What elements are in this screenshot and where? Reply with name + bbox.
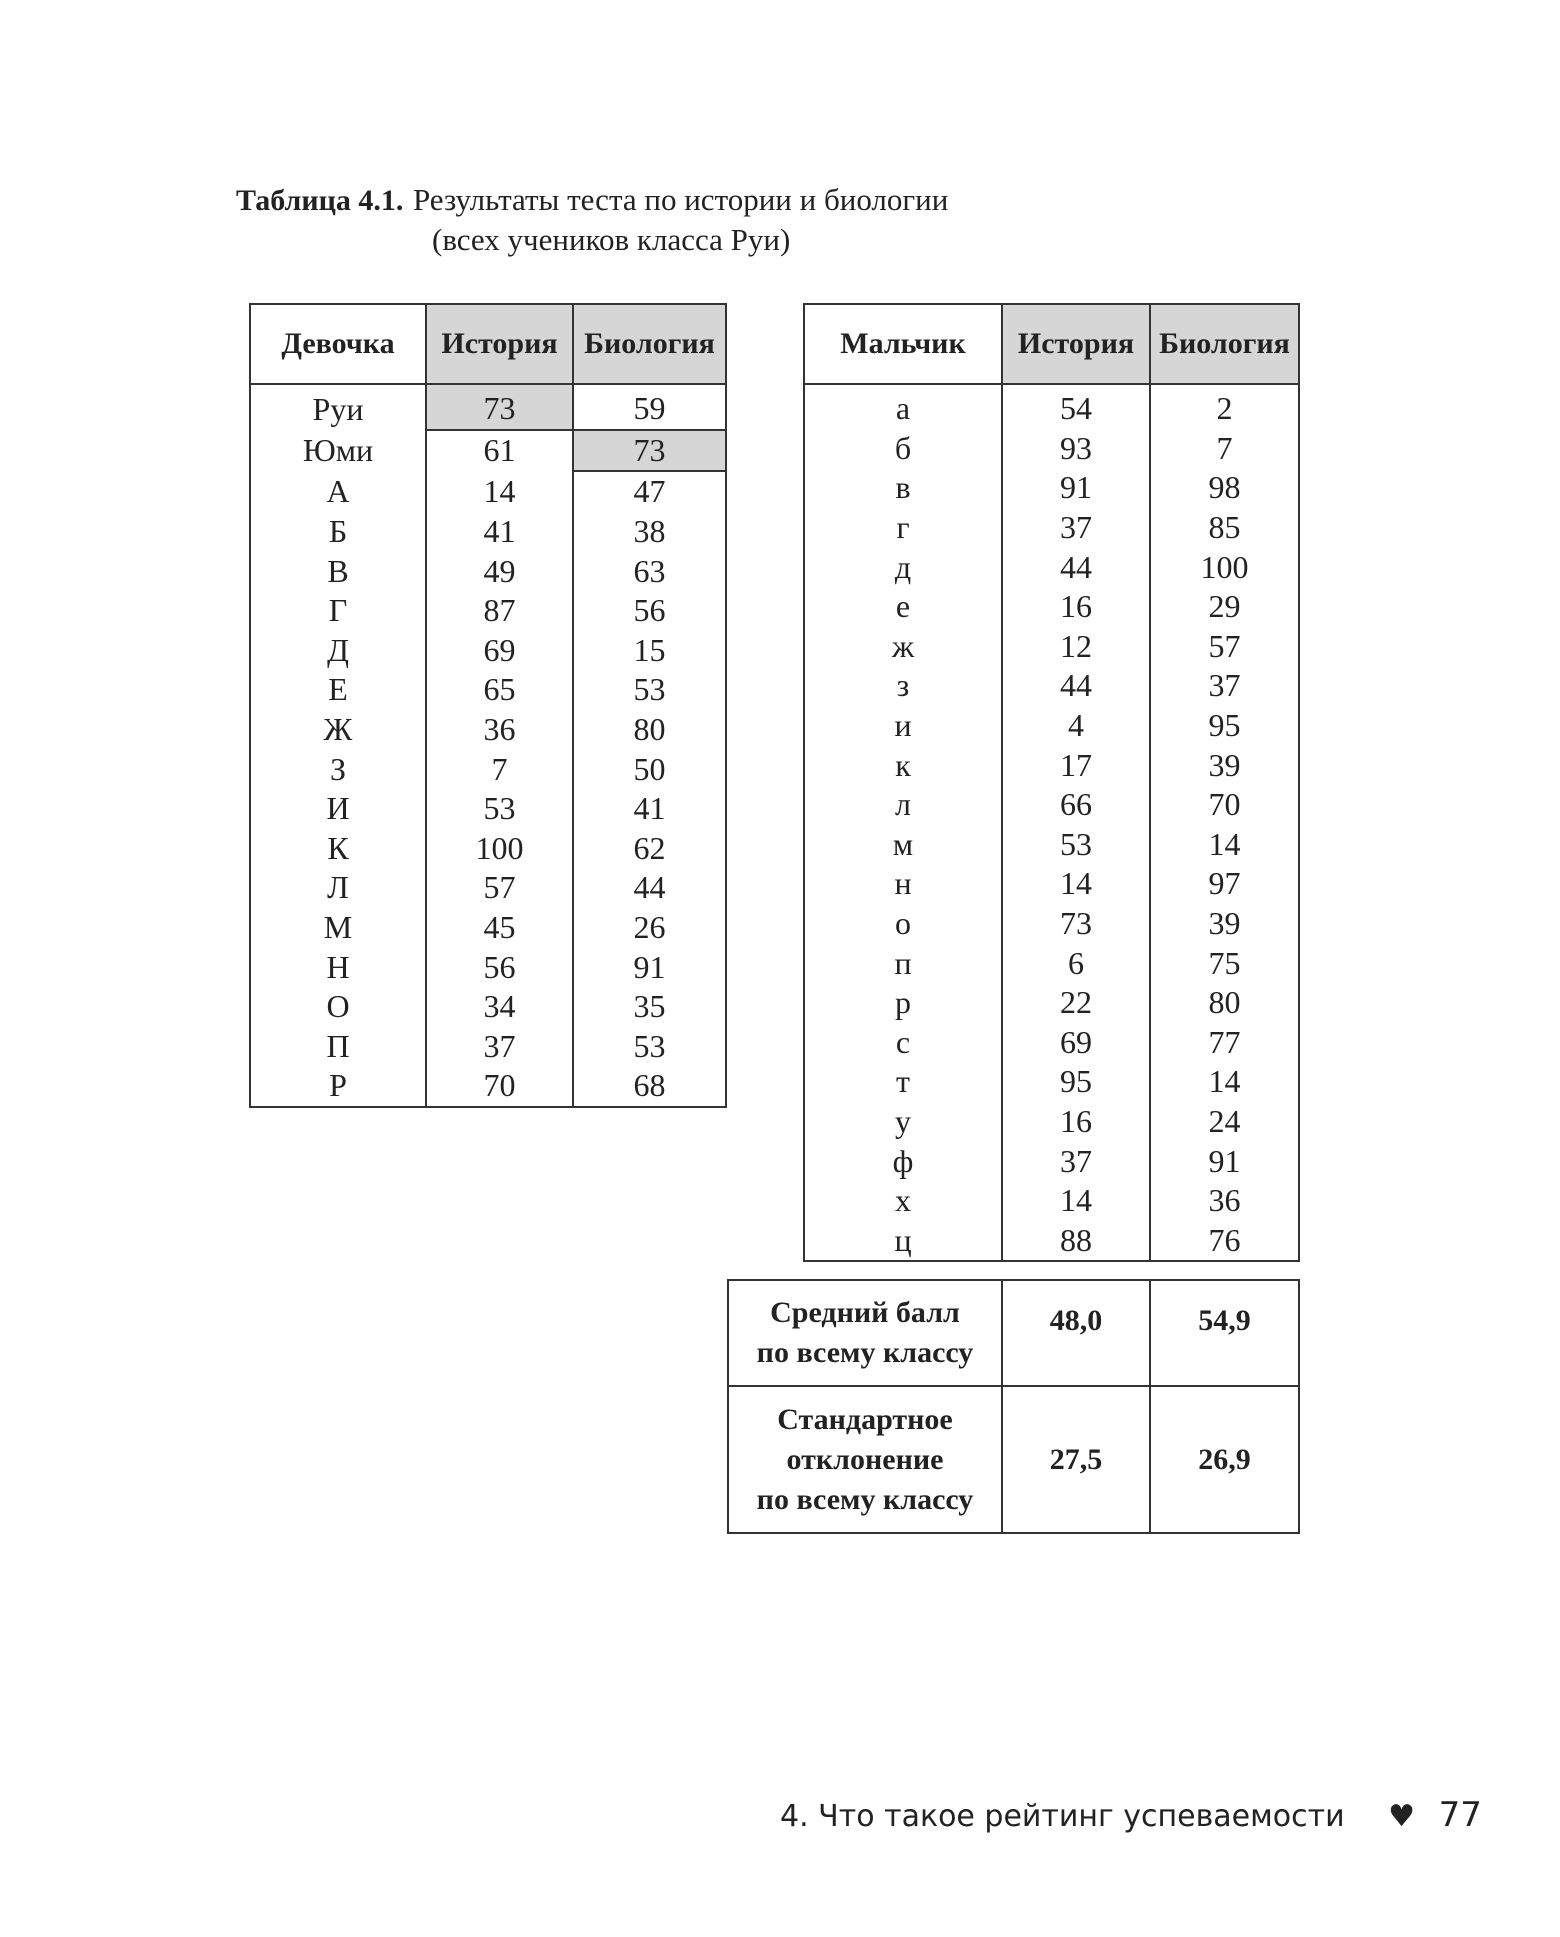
boys-biology-cell: 97	[1150, 864, 1299, 904]
boys-name-cell: е	[895, 588, 911, 625]
girls-name-cell: Б	[328, 513, 348, 550]
boys-row	[804, 429, 1299, 469]
boys-history-cell: 16	[1002, 587, 1150, 627]
boys-row	[804, 384, 1299, 429]
page-footer	[780, 1795, 1482, 1835]
boys-history-header: История	[1002, 304, 1150, 384]
girls-history-cell: 56	[426, 947, 573, 987]
boys-row	[804, 1062, 1299, 1102]
boys-biology-cell: 14	[1150, 825, 1299, 865]
girls-row	[250, 947, 726, 987]
girls-history-cell: 49	[426, 551, 573, 591]
boys-biology-cell: 57	[1150, 627, 1299, 667]
mean-label	[728, 1280, 1002, 1386]
girls-name-cell: Ж	[323, 711, 353, 748]
boys-biology-cell: 14	[1150, 1062, 1299, 1102]
boys-history-cell: 53	[1002, 825, 1150, 865]
girls-name-cell: З	[329, 750, 347, 787]
boys-biology-cell: 37	[1150, 666, 1299, 706]
girls-row	[250, 829, 726, 869]
girls-row	[250, 1027, 726, 1067]
boys-biology-cell: 39	[1150, 904, 1299, 944]
girls-biology-cell: 35	[573, 987, 726, 1027]
girls-name-cell: А	[326, 472, 350, 509]
page-number: 77	[1438, 1795, 1482, 1835]
girls-name-cell: Р	[329, 1067, 347, 1104]
boys-history-cell: 12	[1002, 627, 1150, 667]
girls-row	[250, 987, 726, 1027]
boys-biology-cell: 95	[1150, 706, 1299, 746]
girls-history-cell: 14	[426, 471, 573, 512]
boys-history-cell: 69	[1002, 1023, 1150, 1063]
boys-name-cell: м	[892, 825, 914, 862]
boys-name-cell: с	[895, 1023, 911, 1060]
boys-name-cell: в	[895, 469, 911, 506]
girls-history-cell: 45	[426, 908, 573, 948]
girls-row	[250, 908, 726, 948]
mean-biology: 54,9	[1150, 1280, 1299, 1386]
boys-history-cell: 22	[1002, 983, 1150, 1023]
boys-history-cell: 44	[1002, 547, 1150, 587]
girls-biology-cell: 59	[573, 384, 726, 430]
girls-header-row	[250, 304, 726, 384]
sd-label-line-3: по всему классу	[756, 1482, 974, 1516]
girls-history-cell: 41	[426, 512, 573, 552]
boys-name-cell: о	[895, 905, 911, 942]
girls-biology-cell: 50	[573, 749, 726, 789]
boys-row	[804, 864, 1299, 904]
girls-biology-cell: 15	[573, 631, 726, 671]
girls-biology-cell: 73	[573, 430, 726, 472]
boys-biology-cell: 7	[1150, 429, 1299, 469]
boys-row	[804, 904, 1299, 944]
boys-row	[804, 508, 1299, 548]
boys-history-cell: 37	[1002, 508, 1150, 548]
girls-history-cell: 61	[426, 430, 573, 472]
boys-row	[804, 666, 1299, 706]
girls-row	[250, 670, 726, 710]
boys-row	[804, 547, 1299, 587]
mean-label-line-2: по всему классу	[756, 1336, 974, 1369]
sd-label-line-2: отклонение	[786, 1442, 944, 1476]
boys-biology-header: Биология	[1150, 304, 1299, 384]
boys-history-cell: 14	[1002, 864, 1150, 904]
table-caption	[236, 180, 949, 257]
boys-name-cell: д	[894, 548, 912, 585]
girls-row	[250, 749, 726, 789]
boys-row	[804, 983, 1299, 1023]
boys-biology-cell: 75	[1150, 943, 1299, 983]
girls-row	[250, 551, 726, 591]
caption-label: Таблица 4.1.	[236, 184, 404, 217]
girls-history-cell: 57	[426, 868, 573, 908]
boys-history-cell: 66	[1002, 785, 1150, 825]
boys-name-cell: т	[896, 1063, 910, 1100]
girls-name-cell: И	[326, 790, 350, 827]
boys-row	[804, 1102, 1299, 1142]
girls-name-cell: Е	[328, 671, 348, 708]
boys-biology-cell: 80	[1150, 983, 1299, 1023]
boys-history-cell: 17	[1002, 745, 1150, 785]
girls-name-cell: О	[326, 988, 350, 1025]
girls-row	[250, 631, 726, 671]
girls-history-cell: 70	[426, 1066, 573, 1107]
boys-name-cell: л	[895, 786, 911, 823]
boys-name-cell: к	[895, 746, 911, 783]
boys-row	[804, 825, 1299, 865]
girls-row	[250, 591, 726, 631]
boys-biology-cell: 76	[1150, 1220, 1299, 1261]
boys-row	[804, 1181, 1299, 1221]
girls-row	[250, 1066, 726, 1107]
caption-line-2: (всех учеников класса Руи)	[432, 222, 791, 257]
boys-history-cell: 37	[1002, 1141, 1150, 1181]
girls-row	[250, 471, 726, 512]
heart-icon: ♥	[1388, 1799, 1416, 1834]
girls-history-cell: 53	[426, 789, 573, 829]
girls-name-cell: Руи	[312, 390, 364, 427]
girls-scores-table	[249, 303, 727, 1108]
boys-row	[804, 785, 1299, 825]
girls-biology-cell: 80	[573, 710, 726, 750]
girls-biology-cell: 38	[573, 512, 726, 552]
boys-name-cell: з	[896, 667, 910, 704]
boys-history-cell: 73	[1002, 904, 1150, 944]
boys-name-cell: б	[894, 429, 912, 466]
girls-history-cell: 73	[426, 384, 573, 430]
boys-name-cell: х	[895, 1182, 911, 1219]
boys-name-cell: ц	[894, 1221, 912, 1258]
girls-biology-cell: 63	[573, 551, 726, 591]
girls-biology-header: Биология	[573, 304, 726, 384]
girls-name-cell: Г	[328, 592, 348, 629]
boys-scores-table	[803, 303, 1300, 1262]
girls-history-cell: 36	[426, 710, 573, 750]
girls-name-cell: Юми	[302, 431, 374, 468]
boys-name-cell: ж	[891, 627, 915, 664]
girls-name-cell: Д	[327, 631, 349, 668]
boys-biology-cell: 2	[1150, 384, 1299, 429]
girls-history-cell: 34	[426, 987, 573, 1027]
girls-row	[250, 789, 726, 829]
boys-biology-cell: 85	[1150, 508, 1299, 548]
boys-biology-cell: 29	[1150, 587, 1299, 627]
girls-biology-cell: 53	[573, 670, 726, 710]
caption-line-1: Результаты теста по истории и биологии	[412, 182, 949, 217]
boys-header-row	[804, 304, 1299, 384]
sd-biology: 26,9	[1150, 1386, 1299, 1533]
girls-row	[250, 384, 726, 430]
girls-name-cell: В	[327, 552, 349, 589]
boys-row	[804, 1220, 1299, 1261]
boys-name-cell: и	[894, 707, 912, 744]
boys-name-cell: а	[895, 390, 911, 427]
boys-history-cell: 95	[1002, 1062, 1150, 1102]
girls-biology-cell: 47	[573, 471, 726, 512]
boys-history-cell: 4	[1002, 706, 1150, 746]
girls-history-cell: 7	[426, 749, 573, 789]
mean-row	[728, 1280, 1299, 1386]
boys-biology-cell: 70	[1150, 785, 1299, 825]
girls-name-cell: М	[323, 909, 353, 946]
girls-biology-cell: 56	[573, 591, 726, 631]
boys-biology-cell: 24	[1150, 1102, 1299, 1142]
boys-biology-cell: 39	[1150, 745, 1299, 785]
girls-biology-cell: 41	[573, 789, 726, 829]
sd-label	[728, 1386, 1002, 1533]
boys-history-cell: 14	[1002, 1181, 1150, 1221]
boys-row	[804, 1023, 1299, 1063]
girls-row	[250, 710, 726, 750]
boys-biology-cell: 36	[1150, 1181, 1299, 1221]
girls-history-cell: 65	[426, 670, 573, 710]
boys-biology-cell: 100	[1150, 547, 1299, 587]
girls-row	[250, 868, 726, 908]
boys-name-cell: у	[895, 1102, 911, 1139]
girls-history-header: История	[426, 304, 573, 384]
boys-biology-cell: 77	[1150, 1023, 1299, 1063]
girls-row	[250, 512, 726, 552]
boys-history-cell: 44	[1002, 666, 1150, 706]
girls-biology-cell: 44	[573, 868, 726, 908]
girls-biology-cell: 53	[573, 1027, 726, 1067]
boys-row	[804, 745, 1299, 785]
boys-biology-cell: 98	[1150, 468, 1299, 508]
boys-name-header: Мальчик	[804, 304, 1002, 384]
mean-history: 48,0	[1002, 1280, 1150, 1386]
girls-biology-cell: 62	[573, 829, 726, 869]
boys-name-cell: н	[894, 865, 912, 902]
girls-history-cell: 69	[426, 631, 573, 671]
boys-name-cell: г	[896, 509, 910, 546]
boys-history-cell: 54	[1002, 384, 1150, 429]
sd-row	[728, 1386, 1299, 1533]
girls-name-cell: П	[326, 1027, 350, 1064]
boys-row	[804, 943, 1299, 983]
girls-biology-cell: 91	[573, 947, 726, 987]
girls-biology-cell: 68	[573, 1066, 726, 1107]
boys-biology-cell: 91	[1150, 1141, 1299, 1181]
boys-history-cell: 93	[1002, 429, 1150, 469]
boys-row	[804, 706, 1299, 746]
girls-history-cell: 87	[426, 591, 573, 631]
boys-history-cell: 16	[1002, 1102, 1150, 1142]
summary-table	[727, 1279, 1300, 1534]
girls-name-cell: Н	[326, 948, 350, 985]
boys-name-cell: п	[894, 944, 912, 981]
girls-name-cell: Л	[327, 869, 349, 906]
girls-history-cell: 37	[426, 1027, 573, 1067]
girls-name-header: Девочка	[250, 304, 426, 384]
boys-history-cell: 6	[1002, 943, 1150, 983]
boys-row	[804, 1141, 1299, 1181]
boys-row	[804, 468, 1299, 508]
sd-label-line-1: Стандартное	[777, 1402, 953, 1436]
boys-history-cell: 88	[1002, 1220, 1150, 1261]
girls-history-cell: 100	[426, 829, 573, 869]
girls-name-cell: К	[327, 829, 349, 866]
girls-row	[250, 430, 726, 472]
boys-row	[804, 627, 1299, 667]
boys-name-cell: р	[895, 984, 911, 1021]
chapter-title: 4. Что такое рейтинг успеваемости	[780, 1799, 1345, 1834]
sd-history: 27,5	[1002, 1386, 1150, 1533]
boys-name-cell: ф	[892, 1142, 914, 1179]
boys-history-cell: 91	[1002, 468, 1150, 508]
mean-label-line-1: Средний балл	[770, 1296, 960, 1329]
boys-row	[804, 587, 1299, 627]
girls-biology-cell: 26	[573, 908, 726, 948]
